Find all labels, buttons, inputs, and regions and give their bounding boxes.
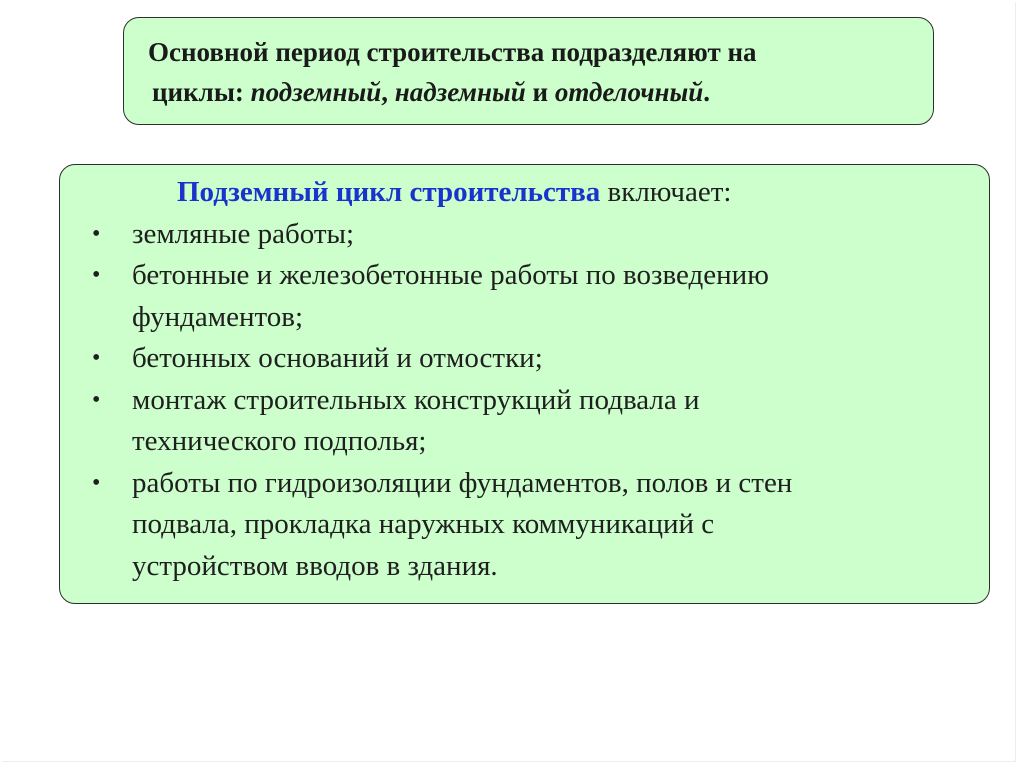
list-item-line: работы по гидроизоляции фундаментов, полов и стен	[132, 466, 793, 499]
intro-line-2	[148, 72, 921, 112]
bullet-icon: •	[92, 345, 101, 371]
bullet-icon: •	[92, 386, 101, 413]
list-item	[90, 214, 969, 256]
list-item-line: фундаментов;	[132, 300, 303, 333]
list-item	[90, 463, 969, 588]
intro-box	[123, 17, 934, 125]
work-list	[90, 214, 969, 588]
list-item-line: бетонные и железобетонные работы по возведению	[132, 259, 769, 291]
intro-line-1: Основной период строительства подразделяют на	[148, 37, 757, 67]
cycle-underground: подземный	[250, 77, 382, 107]
period: .	[703, 77, 710, 107]
list-item	[90, 380, 969, 463]
cycle-finishing: отделочный	[554, 77, 704, 107]
separator: и	[525, 77, 555, 107]
list-item-line: земляные работы;	[132, 217, 355, 250]
separator: ,	[381, 77, 395, 107]
list-item	[90, 255, 969, 338]
bullet-icon: •	[92, 262, 101, 288]
bullet-icon: •	[92, 469, 101, 496]
heading-tail: включает:	[600, 176, 732, 208]
list-item-line: подвала, прокладка наружных коммуникаций с	[132, 508, 715, 540]
list-item-line: монтаж строительных конструкций подвала и	[132, 383, 700, 416]
list-item-line: бетонных оснований и отмостки;	[132, 342, 543, 374]
bullet-icon: •	[92, 220, 101, 247]
section-heading	[90, 172, 969, 214]
list-item-line: технического подполья;	[132, 425, 427, 457]
cycle-aboveground: надземный	[394, 77, 526, 107]
underground-cycle-box	[59, 164, 990, 604]
list-item	[90, 338, 969, 380]
list-item-line: устройством вводов в здания.	[132, 549, 498, 582]
intro-cycles-label: циклы:	[152, 77, 251, 107]
heading-highlight: Подземный цикл строительства	[177, 176, 601, 208]
